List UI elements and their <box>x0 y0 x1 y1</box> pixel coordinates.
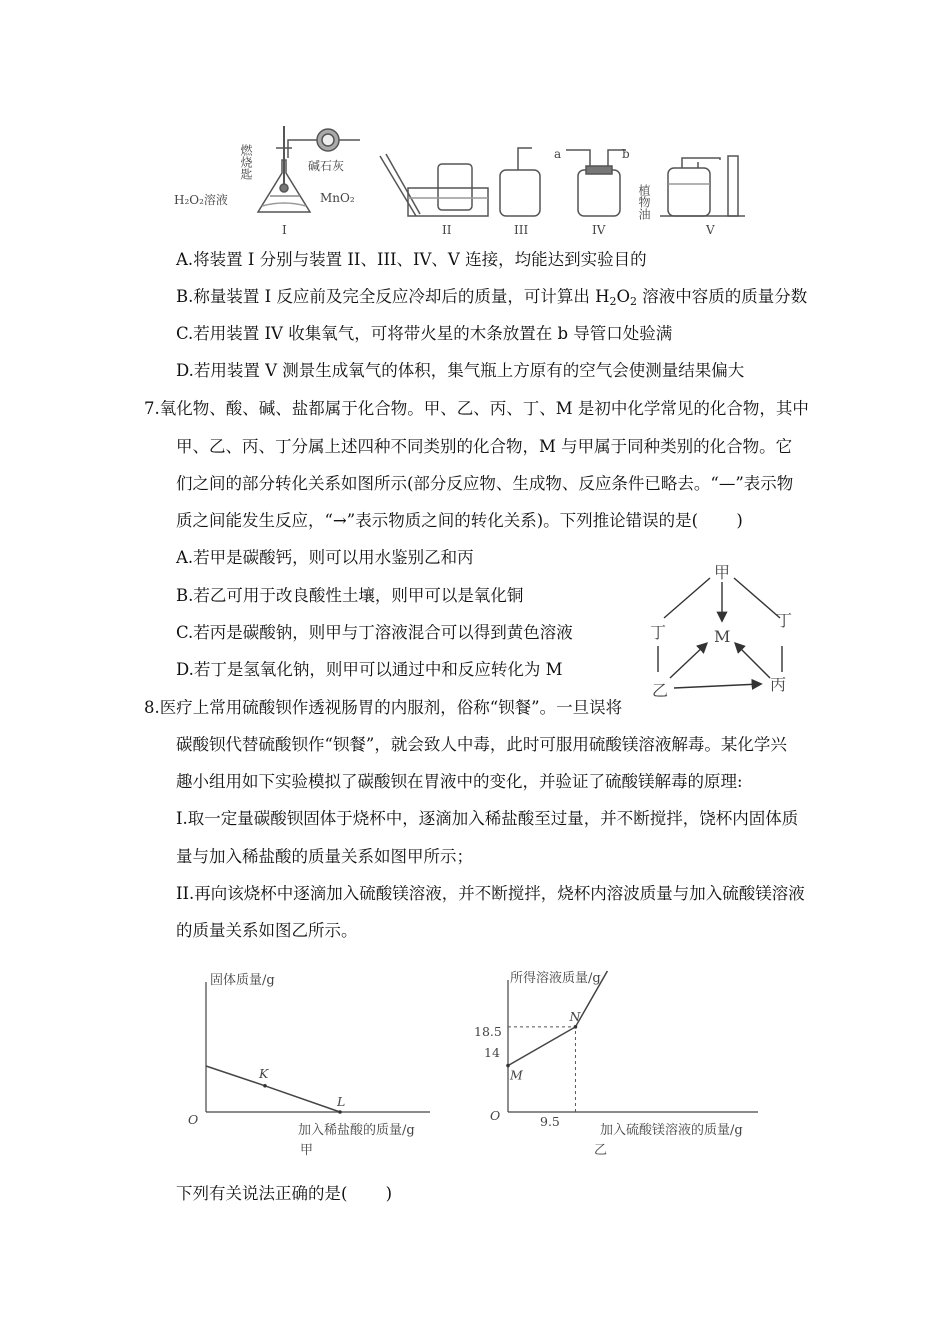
q6-option-b-text: 溶液中容质的质量分数 <box>637 287 808 306</box>
q7-option-c: C.若丙是碳酸钠，则甲与丁溶液混合可以得到黄色溶液 <box>176 623 573 642</box>
y-tick-label: 18.5 <box>474 1024 502 1039</box>
origin-label: O <box>490 1108 501 1123</box>
label-b: b <box>622 147 630 161</box>
q8-stem: 趣小组用如下实验模拟了碳酸钡在胃液中的变化，并验证了硫酸镁解毒的原理: <box>176 772 743 791</box>
node-bing: 丙 <box>770 675 787 694</box>
q8-stem: 8.医疗上常用硫酸钡作透视肠胃的内服剂，俗称“钡餐”。一旦误将 <box>144 698 623 717</box>
chart-yi <box>470 960 790 1165</box>
y-axis-label: 固体质量/g <box>210 973 275 988</box>
q6-option-b-text: O <box>616 287 631 306</box>
apparatus-figure <box>170 118 770 238</box>
q6-option-d: D.若用装置 V 测景生成氧气的体积，集气瓶上方原有的空气会使测量结果偏大 <box>176 361 745 380</box>
q7-option-b: B.若乙可用于改良酸性土壤，则甲可以是氧化铜 <box>176 586 524 605</box>
node-m: M <box>714 627 731 646</box>
q7-option-a: A.若甲是碳酸钙，则可以用水鉴别乙和丙 <box>176 548 474 567</box>
subscript: 2 <box>609 295 617 308</box>
q8-step-2: 的质量关系如图乙所示。 <box>176 921 358 940</box>
q6-option-a: A.将装置 I 分别与装置 II、III、IV、V 连接，均能达到实验目的 <box>176 250 647 269</box>
q8-step-1: I.取一定量碳酸钡固体于烧杯中，逐滴加入稀盐酸至过量，并不断搅拌，饶杯内固体质 <box>176 809 799 828</box>
x-axis-label: 加入硫酸镁溶液的质量/g <box>600 1123 743 1138</box>
x-tick-label: 9.5 <box>540 1114 560 1129</box>
device-number: III <box>514 223 529 237</box>
relation-diagram <box>640 560 820 705</box>
node-jia: 甲 <box>714 563 731 582</box>
origin-label: O <box>188 1112 199 1127</box>
node-ding-right: 丁 <box>776 611 793 630</box>
label-a: a <box>554 147 562 161</box>
label-h2o2: H₂O₂溶液 <box>174 193 228 207</box>
chart-jia <box>180 960 470 1165</box>
q6-option-c: C.若用装置 IV 收集氧气，可将带火星的木条放置在 b 导管口处验满 <box>176 324 673 343</box>
q8-question: 下列有关说法正确的是( ) <box>176 1184 393 1203</box>
label-spoon: 燃烧匙 <box>239 144 253 180</box>
device-number: IV <box>592 223 606 237</box>
x-axis-label: 加入稀盐酸的质量/g <box>298 1123 415 1138</box>
device-number: V <box>706 223 715 237</box>
q8-step-1: 量与加入稀盐酸的质量关系如图甲所示； <box>176 847 473 866</box>
chart-title: 乙 <box>594 1143 608 1158</box>
data-point-L <box>338 1110 342 1114</box>
subscript: 2 <box>630 295 638 308</box>
q7-stem: 7.氧化物、酸、碱、盐都属于化合物。甲、乙、丙、丁、M 是初中化学常见的化合物，其中 <box>144 399 809 418</box>
device-number: I <box>282 223 287 237</box>
data-point-K <box>263 1084 267 1088</box>
device-number: II <box>442 223 452 237</box>
node-ding-left: 丁 <box>650 623 667 642</box>
q7-stem: 甲、乙、丙、丁分属上述四种不同类别的化合物，M 与甲属于同种类别的化合物。它 <box>176 437 793 456</box>
point-label-M: M <box>510 1067 523 1083</box>
q7-option-d: D.若丁是氢氧化钠，则甲可以通过中和反应转化为 M <box>176 660 563 679</box>
node-yi: 乙 <box>652 681 669 700</box>
q8-stem: 碳酸钡代替硫酸钡作“钡餐”，就会致人中毒，此时可服用硫酸镁溶液解毒。某化学兴 <box>176 735 787 754</box>
q7-stem: 们之间的部分转化关系如图所示(部分反应物、生成物、反应条件已略去。“—”表示物 <box>176 474 794 493</box>
q6-option-b-text: B.称量装置 I 反应前及完全反应冷却后的质量，可计算出 H <box>176 287 610 306</box>
series-line <box>206 1066 340 1112</box>
y-tick-label: 14 <box>484 1045 500 1060</box>
point-label-L: L <box>337 1094 346 1109</box>
q8-step-2: II.再向该烧杯中逐滴加入硫酸镁溶液，并不断搅拌，烧杯内溶波质量与加入硫酸镁溶液 <box>176 884 805 903</box>
q7-stem: 质之间能发生反应，“→”表示物质之间的转化关系)。下列推论错误的是( ) <box>176 511 743 530</box>
q6-option-b <box>176 286 807 313</box>
y-axis-label: 所得溶液质量/g <box>510 971 601 986</box>
data-point-N <box>574 1025 578 1029</box>
label-mno2: MnO₂ <box>320 191 355 205</box>
point-label-K: K <box>258 1065 269 1081</box>
label-soda-lime: 碱石灰 <box>308 159 345 173</box>
chart-title: 甲 <box>300 1143 314 1158</box>
label-oil: 植物油 <box>637 184 651 220</box>
point-label-N: N <box>569 1008 581 1024</box>
